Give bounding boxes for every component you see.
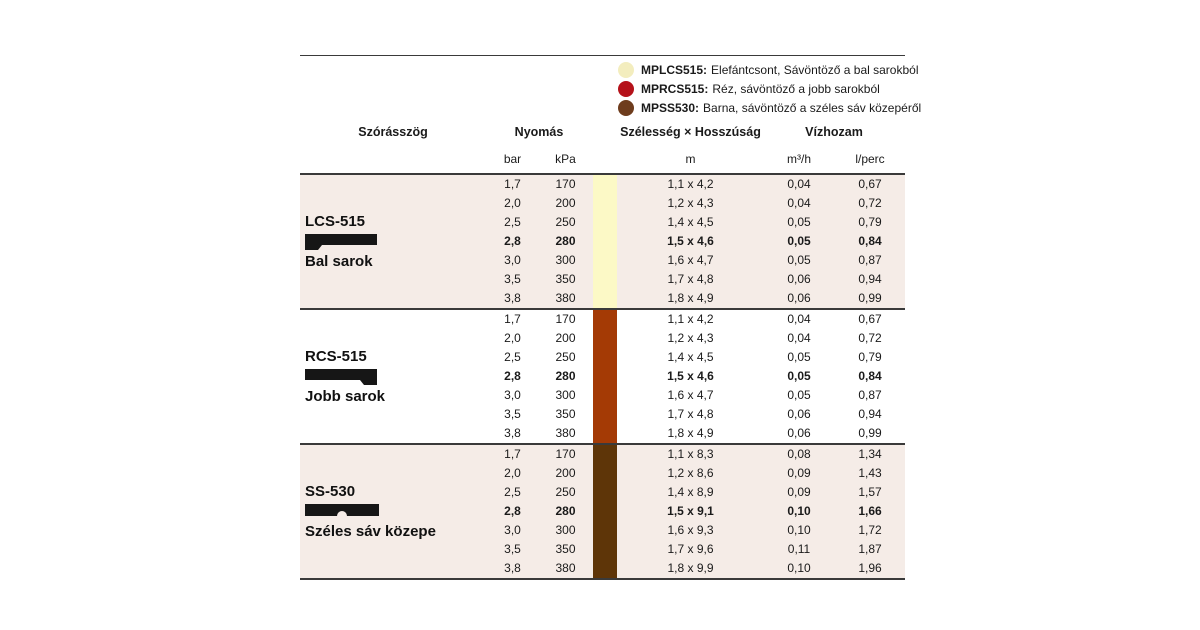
value-m3h: 0,04: [787, 312, 811, 326]
value-bar: 3,0: [504, 253, 521, 267]
legend-model: MPSS530:: [641, 100, 700, 115]
unit-bar: bar: [503, 152, 522, 166]
product-location-label: Széles sáv közepe: [305, 522, 436, 540]
value-lperc: 0,94: [858, 407, 882, 421]
value-m3h: 0,05: [787, 350, 811, 364]
brown-circle-icon: [618, 100, 634, 116]
value-m3h: 0,06: [787, 291, 811, 305]
color-stripe: [593, 445, 617, 578]
value-bar: 2,5: [504, 485, 521, 499]
value-kpa: 280: [555, 504, 576, 518]
value-kpa: 300: [555, 253, 576, 267]
value-kpa: 200: [555, 196, 576, 210]
legend-item: [618, 98, 922, 117]
legend-model: MPLCS515:: [641, 62, 708, 77]
value-lperc: 0,79: [858, 350, 882, 364]
value-lperc: 0,72: [858, 331, 882, 345]
value-m: 1,5 x 9,1: [667, 504, 714, 518]
value-m: 1,6 x 9,3: [667, 523, 714, 537]
value-bar: 2,8: [504, 234, 521, 248]
legend-item: [618, 79, 905, 98]
value-kpa: 170: [555, 312, 576, 326]
value-m3h: 0,10: [787, 523, 811, 537]
value-m3h: 0,10: [787, 504, 811, 518]
value-m3h: 0,05: [787, 388, 811, 402]
product-group: [300, 308, 905, 443]
value-kpa: 200: [555, 466, 576, 480]
unit-headers: [300, 150, 905, 168]
product-name-block: [300, 175, 486, 308]
value-kpa: 350: [555, 272, 576, 286]
value-kpa: 170: [555, 177, 576, 191]
value-m: 1,8 x 4,9: [667, 426, 714, 440]
value-bar: 3,8: [504, 426, 521, 440]
value-m3h: 0,09: [787, 466, 811, 480]
value-kpa: 380: [555, 291, 576, 305]
value-lperc: 1,87: [858, 542, 882, 556]
value-m3h: 0,10: [787, 561, 811, 575]
value-lperc: 1,57: [858, 485, 882, 499]
value-m3h: 0,06: [787, 407, 811, 421]
value-bar: 2,5: [504, 350, 521, 364]
column-header-spray-angle: Szórásszög: [358, 125, 428, 139]
value-m: 1,6 x 4,7: [667, 388, 714, 402]
value-bar: 3,5: [504, 272, 521, 286]
product-group: [300, 443, 905, 578]
value-m3h: 0,06: [787, 426, 811, 440]
value-lperc: 0,84: [858, 369, 882, 383]
value-m3h: 0,05: [787, 234, 811, 248]
value-m: 1,6 x 4,7: [667, 253, 714, 267]
unit-lperc: l/perc: [855, 152, 885, 166]
value-m3h: 0,09: [787, 485, 811, 499]
value-lperc: 0,94: [858, 272, 882, 286]
value-m3h: 0,04: [787, 331, 811, 345]
value-kpa: 380: [555, 561, 576, 575]
value-lperc: 0,72: [858, 196, 882, 210]
value-m: 1,1 x 4,2: [667, 312, 714, 326]
column-header-pressure: Nyomás: [514, 125, 564, 139]
value-m: 1,5 x 4,6: [667, 369, 714, 383]
value-kpa: 300: [555, 388, 576, 402]
value-m: 1,7 x 9,6: [667, 542, 714, 556]
value-bar: 3,0: [504, 523, 521, 537]
unit-m3h: m³/h: [787, 152, 811, 166]
product-name: LCS-515: [305, 212, 366, 230]
product-location-label: Jobb sarok: [305, 387, 386, 405]
column-headers: [300, 122, 905, 142]
value-kpa: 300: [555, 523, 576, 537]
color-stripe: [593, 310, 617, 443]
value-m3h: 0,04: [787, 196, 811, 210]
table-body: [300, 173, 905, 580]
value-m: 1,2 x 4,3: [667, 331, 714, 345]
value-m3h: 0,05: [787, 215, 811, 229]
product-name-block: [300, 445, 486, 578]
value-m3h: 0,05: [787, 253, 811, 267]
value-lperc: 0,67: [858, 177, 882, 191]
value-kpa: 250: [555, 215, 576, 229]
value-m: 1,8 x 4,9: [667, 291, 714, 305]
product-name: RCS-515: [305, 347, 367, 365]
value-bar: 2,0: [504, 331, 521, 345]
value-m3h: 0,11: [787, 542, 811, 556]
product-name-block: [300, 310, 486, 443]
value-lperc: 0,87: [858, 388, 882, 402]
value-kpa: 250: [555, 485, 576, 499]
unit-kpa: kPa: [555, 152, 576, 166]
value-m: 1,5 x 4,6: [667, 234, 714, 248]
unit-m: m: [685, 152, 696, 166]
value-bar: 2,0: [504, 466, 521, 480]
value-m: 1,8 x 9,9: [667, 561, 714, 575]
legend-description: Barna, sávöntöző a széles sáv közepéről: [703, 100, 922, 115]
value-bar: 3,5: [504, 542, 521, 556]
value-bar: 3,0: [504, 388, 521, 402]
value-bar: 2,8: [504, 369, 521, 383]
value-lperc: 0,79: [858, 215, 882, 229]
value-lperc: 0,84: [858, 234, 882, 248]
value-bar: 2,5: [504, 215, 521, 229]
column-header-dimensions: Szélesség × Hosszúság: [620, 125, 761, 139]
color-stripe: [593, 175, 617, 308]
right-corner-strip-icon: [305, 369, 486, 386]
value-m3h: 0,05: [787, 369, 811, 383]
value-lperc: 1,96: [858, 561, 882, 575]
value-m: 1,4 x 4,5: [667, 350, 714, 364]
value-m: 1,1 x 8,3: [667, 447, 714, 461]
legend-description: Elefántcsont, Sávöntöző a bal sarokból: [711, 62, 919, 77]
value-m3h: 0,06: [787, 272, 811, 286]
value-lperc: 0,99: [858, 291, 882, 305]
value-kpa: 350: [555, 542, 576, 556]
value-bar: 3,8: [504, 291, 521, 305]
value-m3h: 0,08: [787, 447, 811, 461]
value-lperc: 1,72: [858, 523, 882, 537]
value-kpa: 250: [555, 350, 576, 364]
value-m: 1,1 x 4,2: [667, 177, 714, 191]
legend-item: [618, 60, 919, 79]
value-lperc: 0,87: [858, 253, 882, 267]
value-lperc: 0,99: [858, 426, 882, 440]
legend-description: Réz, sávöntöző a jobb sarokból: [712, 81, 880, 96]
value-m: 1,2 x 8,6: [667, 466, 714, 480]
value-kpa: 170: [555, 447, 576, 461]
ivory-circle-icon: [618, 62, 634, 78]
value-bar: 2,0: [504, 196, 521, 210]
value-m: 1,2 x 4,3: [667, 196, 714, 210]
product-group: [300, 175, 905, 308]
value-kpa: 200: [555, 331, 576, 345]
value-bar: 1,7: [504, 177, 521, 191]
legend-model: MPRCS515:: [641, 81, 709, 96]
value-kpa: 280: [555, 234, 576, 248]
value-m: 1,7 x 4,8: [667, 407, 714, 421]
column-header-flow: Vízhozam: [805, 125, 863, 139]
spec-table: [300, 55, 922, 580]
product-location-label: Bal sarok: [305, 252, 373, 270]
value-m3h: 0,04: [787, 177, 811, 191]
value-m: 1,4 x 8,9: [667, 485, 714, 499]
value-bar: 1,7: [504, 447, 521, 461]
left-corner-strip-icon: [305, 234, 486, 251]
legend: [618, 56, 922, 117]
product-name: SS-530: [305, 482, 356, 500]
value-m: 1,4 x 4,5: [667, 215, 714, 229]
value-kpa: 350: [555, 407, 576, 421]
value-kpa: 380: [555, 426, 576, 440]
value-bar: 2,8: [504, 504, 521, 518]
value-bar: 3,5: [504, 407, 521, 421]
value-lperc: 1,34: [858, 447, 882, 461]
value-lperc: 0,67: [858, 312, 882, 326]
value-bar: 1,7: [504, 312, 521, 326]
value-lperc: 1,66: [858, 504, 882, 518]
value-kpa: 280: [555, 369, 576, 383]
red-circle-icon: [618, 81, 634, 97]
value-m: 1,7 x 4,8: [667, 272, 714, 286]
wide-strip-center-icon: [305, 504, 486, 521]
value-bar: 3,8: [504, 561, 521, 575]
value-lperc: 1,43: [858, 466, 882, 480]
